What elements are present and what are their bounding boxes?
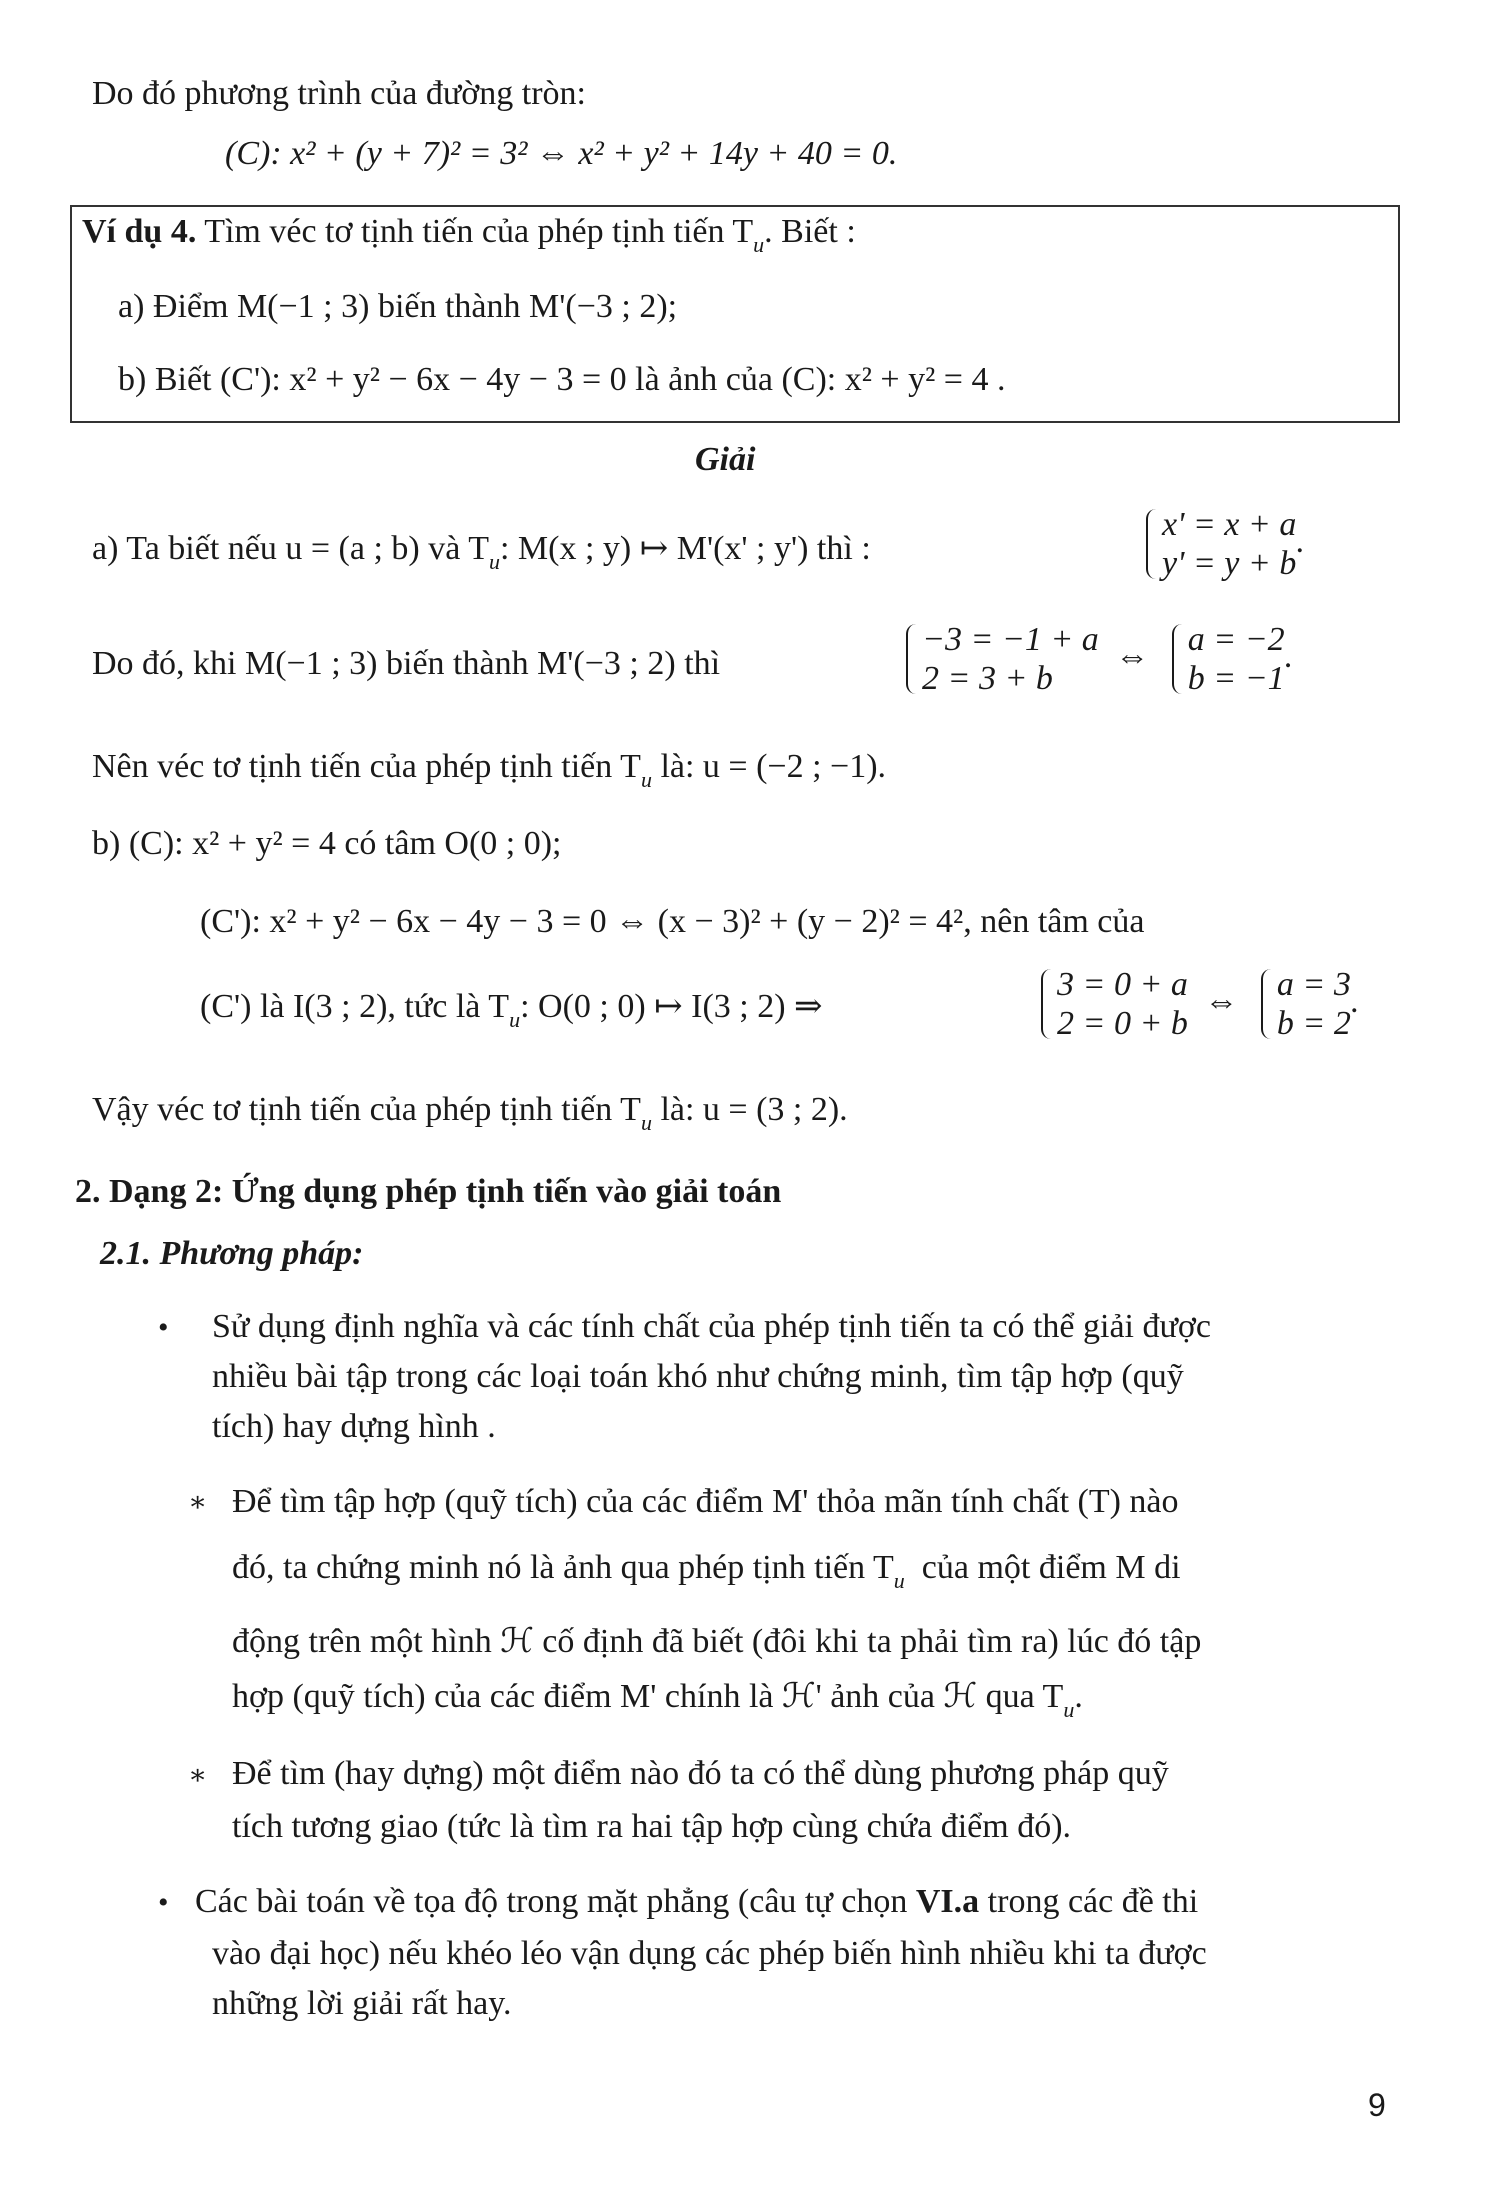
solution-a-system2: −3 = −1 + a 2 = 3 + b ⇔ a = −2 b = −1 .	[900, 620, 1293, 698]
solution-a-line1-rest: : M(x ; y) ↦ M'(x' ; y') thì :	[499, 530, 871, 567]
bullet2-pre: Các bài toán về tọa độ trong mặt phẳng (câu tự chọn	[195, 1883, 916, 1920]
bullet2-line2: vào đại học) nếu khéo léo vận dụng các phép biến hình nhiều khi ta được	[212, 1935, 1207, 1972]
intro-line: Do đó phương trình của đường tròn:	[92, 75, 586, 112]
solution-b-line3-text: (C') là I(3 ; 2), tức là T	[200, 988, 510, 1025]
sys-a-row2: y' = y + b	[1162, 545, 1297, 583]
solution-a-line2: Do đó, khi M(−1 ; 3) biến thành M'(−3 ; 2) thì	[92, 645, 721, 682]
solution-b-line4-rest: là: u = (3 ; 2).	[660, 1091, 848, 1128]
bullet2-bold: VI.a	[915, 1883, 980, 1920]
bullet1-line1: Sử dụng định nghĩa và các tính chất của phép tịnh tiến ta có thể giải được	[212, 1308, 1211, 1345]
solution-b-line3	[200, 985, 823, 1035]
example-part-a: a) Điểm M(−1 ; 3) biến thành M'(−3 ; 2);	[118, 288, 678, 325]
star1-line2-sub: u	[893, 1568, 905, 1593]
solution-b-line4-text: Vậy véc tơ tịnh tiến của phép tịnh tiến T	[92, 1091, 641, 1128]
sys-a2-row2: 2 = 3 + b	[922, 660, 1053, 698]
solution-b-line2: (C'): x² + y² − 6x − 4y − 3 = 0 ⇔ (x − 3)² + (y − 2)² = 4², nên tâm của	[200, 903, 1145, 940]
intro-equation: (C): x² + (y + 7)² = 3² ⇔ x² + y² + 14y + 40 = 0.	[225, 135, 898, 172]
bullet1-line2: nhiều bài tập trong các loại toán khó như chứng minh, tìm tập hợp (quỹ	[212, 1358, 1184, 1395]
sys-b2-row2: b = 2	[1276, 1005, 1351, 1043]
bullet-dot-1: •	[158, 1311, 169, 1344]
star-marker-1: ∗	[188, 1487, 208, 1518]
star1-line2	[232, 1546, 1181, 1596]
solution-a-line1-sub: u	[488, 549, 500, 574]
star-marker-2: ∗	[188, 1760, 208, 1791]
bullet2-line3: những lời giải rất hay.	[212, 1985, 512, 2022]
section2-title: 2. Dạng 2: Ứng dụng phép tịnh tiến vào giải toán	[75, 1173, 782, 1210]
sys-a3-row2: b = −1	[1187, 660, 1285, 698]
solution-b-line4-sub: u	[640, 1110, 652, 1135]
bullet2-post: trong các đề thi	[979, 1883, 1199, 1920]
page-number: 9	[1368, 2087, 1386, 2123]
bullet2-line1	[195, 1880, 1198, 1924]
star1-line2-text: đó, ta chứng minh nó là ảnh qua phép tịnh tiến T	[232, 1549, 894, 1586]
star2-line1: Để tìm (hay dựng) một điểm nào đó ta có thể dùng phương pháp quỹ	[232, 1755, 1169, 1792]
solution-b-line3-rest: : O(0 ; 0) ↦ I(3 ; 2) ⇒	[520, 988, 823, 1025]
solution-a-line3-text: Nên véc tơ tịnh tiến của phép tịnh tiến T	[92, 748, 641, 785]
sys-b2-row1: a = 3	[1276, 966, 1351, 1003]
star2-line2: tích tương giao (tức là tìm ra hai tập hợp cùng chứa điểm đó).	[232, 1808, 1072, 1845]
solution-a-line1-text: a) Ta biết nếu u = (a ; b) và T	[92, 530, 489, 567]
star1-line3: động trên một hình ℋ cố định đã biết (đôi khi ta phải tìm ra) lúc đó tập	[232, 1623, 1202, 1660]
bullet1-line3: tích) hay dựng hình .	[212, 1408, 496, 1445]
star1-line4: hợp (quỹ tích) của các điểm M' chính là ℋ' ảnh của ℋ qua $T_u$.	[232, 1678, 1083, 1722]
solution-a-line1	[92, 527, 871, 577]
star1-line2-rest: của một điểm M di	[921, 1549, 1181, 1586]
example-part-b: b) Biết (C'): x² + y² − 6x − 4y − 3 = 0 là ảnh của (C): x² + y² = 4 .	[118, 361, 1006, 398]
solution-b-system: 3 = 0 + a 2 = 0 + b ⇔ a = 3 b = 2 .	[1035, 965, 1359, 1043]
example-prompt-text: Tìm véc tơ tịnh tiến của phép tịnh tiến T	[204, 213, 754, 250]
star1-line4-text: hợp (quỹ tích) của các điểm M' chính là ℋ' ảnh của ℋ qua T	[232, 1678, 1064, 1715]
example-prompt-sub: u	[753, 232, 765, 257]
sys-a2-row1: −3 = −1 + a	[922, 621, 1099, 658]
example-prompt	[82, 210, 856, 260]
solution-b-line3-sub: u	[509, 1007, 521, 1032]
solution-a-line3-sub: u	[640, 767, 652, 792]
sys-b-row2: 2 = 0 + b	[1057, 1005, 1188, 1043]
solution-b-line1: b) (C): x² + y² = 4 có tâm O(0 ; 0);	[92, 825, 562, 862]
solution-a-line3	[92, 745, 886, 795]
sys-b-row1: 3 = 0 + a	[1057, 966, 1188, 1003]
star1-line1: Để tìm tập hợp (quỹ tích) của các điểm M' thỏa mãn tính chất (T) nào	[232, 1483, 1179, 1520]
bullet-dot-2: •	[158, 1886, 169, 1919]
sys-a-row1: x' = x + a	[1162, 506, 1297, 543]
example-prompt-end: . Biết :	[764, 213, 856, 250]
solution-heading: Giải	[695, 441, 756, 478]
solution-a-system: x' = x + a y' = y + b .	[1140, 505, 1305, 583]
example-label: Ví dụ 4.	[82, 213, 197, 250]
section2-subtitle: 2.1. Phương pháp:	[100, 1235, 364, 1272]
sys-a3-row1: a = −2	[1187, 621, 1285, 658]
star1-line4-sub: u	[1063, 1697, 1075, 1722]
solution-b-line4	[92, 1088, 848, 1138]
solution-a-line3-rest: là: u = (−2 ; −1).	[660, 748, 887, 785]
